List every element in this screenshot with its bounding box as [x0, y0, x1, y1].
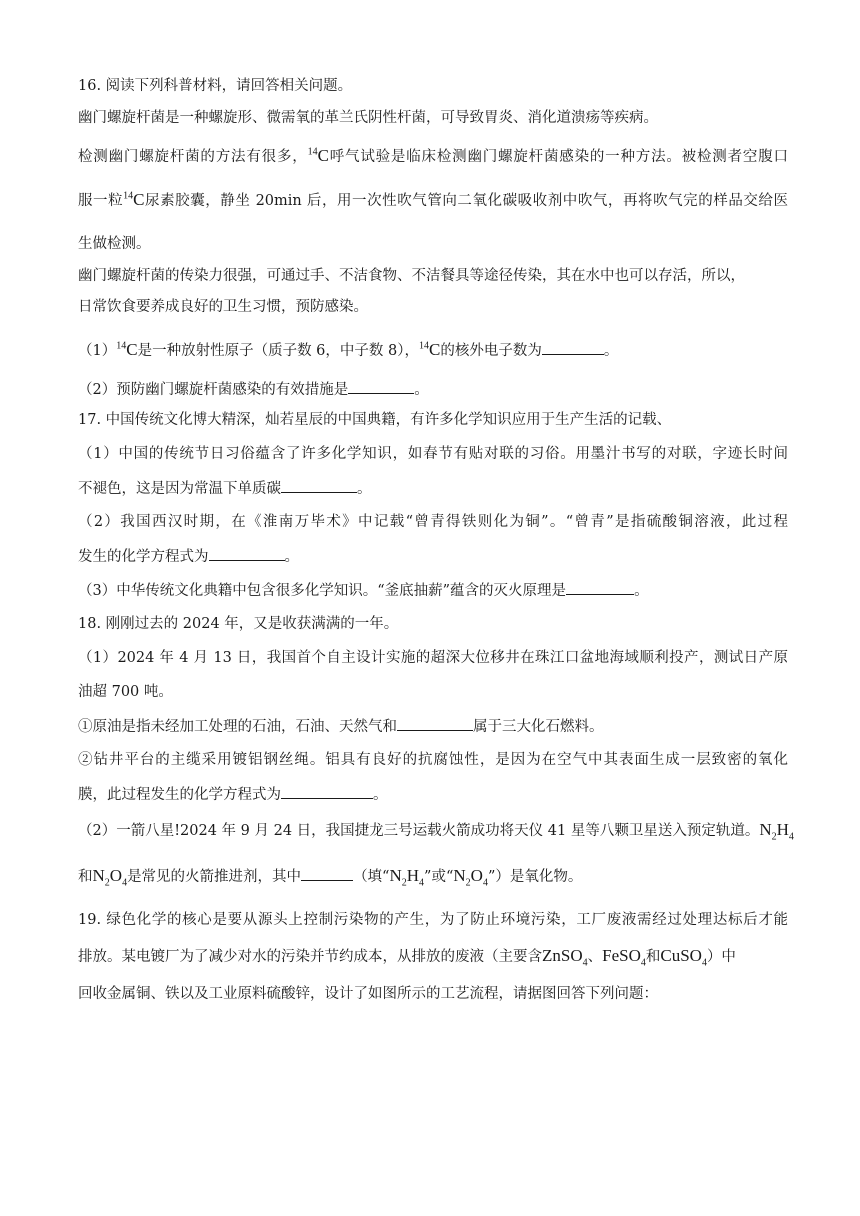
q17-subquestion-2-line-1: （2）我国西汉时期，在《淮南万毕术》中记载“曾青得铁则化为铜”。“曾青”是指硫酸铜溶液，此过程: [78, 514, 788, 530]
q17-subquestion-1-line-2: 不褪色，这是因为常温下单质碳 。: [78, 478, 788, 499]
q17-subquestion-3: （3）中华传统文化典籍中包含很多化学知识。“釜底抽薪”蕴含的灭火原理是 。: [78, 580, 788, 601]
q18-title: 18. 刚刚过去的 2024 年，又是收获满满的一年。: [78, 616, 399, 632]
answer-blank[interactable]: [397, 716, 473, 731]
q18-item-2-line-2: 膜，此过程发生的化学方程式为 。: [78, 784, 788, 805]
n2h4-formula: $N_2H_4$: [759, 820, 794, 843]
q18-subquestion-1-line-2: 油超 700 吨。: [78, 684, 173, 700]
znso4-formula: ZnSO$_4$: [542, 946, 588, 969]
carbon-14-formula: $^{14}$C: [419, 340, 441, 359]
answer-blank[interactable]: [281, 784, 373, 799]
q17-subquestion-2-line-2: 发生的化学方程式为 。: [78, 546, 788, 567]
q16-paragraph-4: 生做检测。: [78, 236, 151, 252]
answer-blank[interactable]: [566, 580, 634, 595]
q17-subquestion-1-line-1: （1）中国的传统节日习俗蕴含了许多化学知识，如春节有贴对联的习俗。用墨汁书写的对联，字迹长时间: [78, 446, 788, 462]
q19-line-3: 回收金属铜、铁以及工业原料硫酸锌，设计了如图所示的工艺流程，请据图回答下列问题：: [78, 986, 658, 1002]
q16-paragraph-2: 检测幽门螺旋杆菌的方法有很多，$^{14}$C呼气试验是临床检测幽门螺旋杆菌感染的一种方法。被检测者空腹口: [78, 146, 789, 165]
q16-paragraph-1: 幽门螺旋杆菌是一种螺旋形、微需氧的革兰氏阴性杆菌，可导致胃炎、消化道溃疡等疾病。: [78, 110, 658, 126]
n2o4-formula: $N_2O_4$: [92, 866, 128, 889]
q16-subquestion-1: $(1)^{14}C$是一种放射性原子（质子数 6，中子数 8），$^{14}$C的核外电子数为 。: [78, 340, 619, 359]
q19-line-1: 19. 绿色化学的核心是要从源头上控制污染物的产生，为了防止环境污染，工厂废液需经过处理达标后才能: [78, 912, 788, 928]
answer-blank[interactable]: [542, 340, 604, 355]
q16-paragraph-5: 幽门螺旋杆菌的传染力很强，可通过手、不洁食物、不洁餐具等途径传染，其在水中也可以存活，所以，: [78, 268, 745, 284]
feso4-formula: FeSO$_4$: [602, 946, 646, 969]
answer-blank[interactable]: [348, 379, 414, 394]
q18-item-2-line-1: ②钻井平台的主缆采用镀铝钢丝绳。铝具有良好的抗腐蚀性，是因为在空气中其表面生成一层致密的氧化: [78, 752, 788, 768]
q16-paragraph-6: 日常饮食要养成良好的卫生习惯，预防感染。: [78, 299, 368, 315]
cuso4-formula: CuSO$_4$: [660, 946, 707, 969]
q18-item-1: ①原油是指未经加工处理的石油，石油、天然气和 属于三大化石燃料。: [78, 716, 788, 737]
q19-line-2: 排放。某电镀厂为了减少对水的污染并节约成本，从排放的废液（主要含ZnSO$_4$、FeSO$_4$和CuSO$_4$）中: [78, 946, 736, 969]
answer-blank[interactable]: [301, 866, 353, 881]
q16-paragraph-3: 服一粒$^{14}$C尿素胶囊，静坐 20min 后，用一次性吹气管向二氧化碳吸收剂中吹气，再将吹气完的样品交给医: [78, 190, 788, 209]
answer-blank[interactable]: [209, 546, 285, 561]
q18-subquestion-1-line-1: （1）2024 年 4 月 13 日，我国首个自主设计实施的超深大位移井在珠江口盆地海域顺利投产，测试日产原: [78, 650, 788, 666]
carbon-14-formula: $^{14}$C: [116, 340, 138, 359]
q18-subquestion-2-line-2: 和$N_2O_4$是常见的火箭推进剂，其中 （填“$N_2H_4$”或“$N_2O_4$”）是氧化物。: [78, 866, 583, 889]
n2h4-formula: $N_2H_4$: [389, 866, 425, 889]
carbon-14-formula: $^{14}$C: [123, 190, 145, 209]
carbon-14-formula: $^{14}$C: [307, 146, 329, 165]
q18-subquestion-2-line-1: （2）一箭八星!2024 年 9 月 24 日，我国捷龙三号运载火箭成功将天仪 41 星等八颗卫星送入预定轨道。$N_2H_4$: [78, 820, 794, 843]
n2o4-formula: $N_2O_4$: [453, 866, 488, 889]
q17-title: 17. 中国传统文化博大精深，灿若星辰的中国典籍，有许多化学知识应用于生产生活的记载、: [78, 412, 672, 428]
answer-blank[interactable]: [281, 478, 357, 493]
q16-title: 16. 阅读下列科普材料，请回答相关问题。: [78, 78, 353, 94]
q16-subquestion-2: （2）预防幽门螺旋杆菌感染的有效措施是 。: [78, 379, 788, 400]
